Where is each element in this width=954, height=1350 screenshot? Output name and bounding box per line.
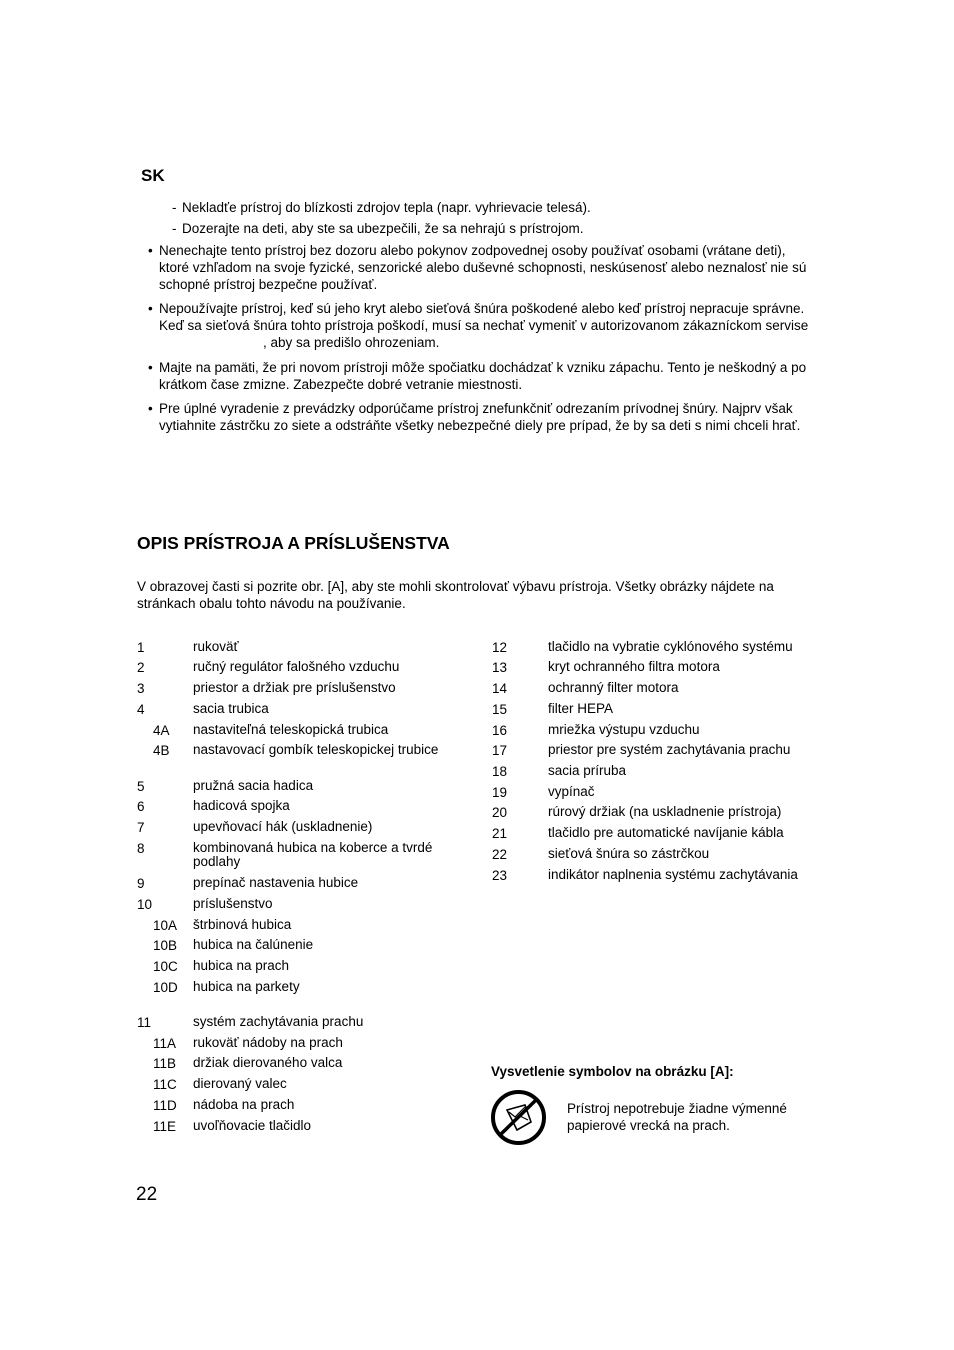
- part-number: 7: [137, 820, 145, 835]
- bullet-item: • Pre úplné vyradenie z prevádzky odporúčame prístroj znefunkčniť odrezaním prívodnej šnúry. Najprv však vytiahnite zástrčku zo siete a odstráňte všetky nebezpečné diely pre prípad, že by sa deti s nimi chceli hrať.: [148, 401, 818, 435]
- part-label: mriežka výstupu vzduchu: [548, 722, 700, 737]
- part-label: sacia príruba: [548, 763, 627, 778]
- dash-item: - Dozerajte na deti, aby ste sa ubezpečili, že sa nehrajú s prístrojom.: [172, 218, 812, 239]
- part-number: 22: [492, 847, 508, 862]
- part-label: kombinovaná hubica na koberce a tvrdé podlahy: [193, 840, 433, 869]
- part-number: 14: [492, 681, 508, 696]
- no-paper-bag-icon: [490, 1089, 547, 1146]
- part-label: štrbinová hubica: [193, 917, 292, 932]
- part-label: uvoľňovacie tlačidlo: [193, 1118, 312, 1133]
- part-label: hadicová spojka: [193, 798, 290, 813]
- part-number: 16: [492, 723, 508, 738]
- part-number: 8: [137, 841, 145, 856]
- part-number: 9: [137, 876, 145, 891]
- part-label: priestor pre systém zachytávania prachu: [548, 742, 791, 757]
- part-label: indikátor naplnenia systému zachytávania: [548, 867, 798, 882]
- part-number: 11: [137, 1015, 152, 1030]
- part-label: príslušenstvo: [193, 896, 273, 911]
- intro-paragraph: V obrazovej časti si pozrite obr. [A], aby ste mohli skontrolovať výbavu prístroja. Všetky obrázky nájdete na stránkach obalu tohto návodu na používanie.: [137, 579, 774, 611]
- part-label: držiak dierovaného valca: [193, 1055, 343, 1070]
- part-label: priestor a držiak pre príslušenstvo: [193, 680, 396, 695]
- part-label: rúrový držiak (na uskladnenie prístroja): [548, 804, 782, 819]
- part-label: hubica na čalúnenie: [193, 937, 314, 952]
- part-number: 20: [492, 805, 508, 820]
- part-label: rukoväť: [193, 639, 239, 654]
- part-number: 10: [137, 897, 153, 912]
- bullet-item: • Majte na pamäti, že pri novom prístroji môže spočiatku dochádzať k vzniku zápachu. Tento je neškodný a po krátkom čase zmizne. Zabezpečte dobré vetranie miestnosti.: [148, 360, 818, 394]
- page-number: 22: [136, 1184, 158, 1205]
- part-label: kryt ochranného filtra motora: [548, 659, 720, 674]
- bullet-item: • Nenechajte tento prístroj bez dozoru alebo pokynov zodpovednej osoby používať osobami (vrátane deti), ktoré vzhľadom na svoje fyzické, senzorické alebo duševné schopnosti, neskúsenosť alebo neznalosť nie sú schopné prístroj bezpečne používať.: [148, 243, 818, 293]
- part-label: tlačidlo pre automatické navíjanie kábla: [548, 825, 784, 840]
- dash-list: [172, 197, 812, 239]
- part-label: nastavovací gombík teleskopickej trubice: [193, 742, 439, 757]
- bullet-text: Nepoužívajte prístroj, keď sú jeho kryt alebo sieťová šnúra poškodené alebo keď prístroj nepracuje správne. Keď sa sieťová šnúra tohto prístroja poškodí, musí sa nechať vymeniť v autorizovanom zákazníckom servise: [159, 301, 809, 334]
- part-label: ochranný filter motora: [548, 680, 679, 695]
- dash-item: - Nekladťe prístroj do blízkosti zdrojov tepla (napr. vyhrievacie telesá).: [172, 197, 812, 218]
- legend-text: Prístroj nepotrebuje žiadne výmenné papierové vrecká na prach.: [567, 1101, 787, 1133]
- part-number: 4: [137, 702, 145, 717]
- part-label: ručný regulátor falošného vzduchu: [193, 659, 400, 674]
- part-label: pružná sacia hadica: [193, 778, 314, 793]
- part-number: 11B: [153, 1056, 177, 1071]
- part-number: 12: [492, 640, 508, 655]
- part-label: hubica na prach: [193, 958, 290, 973]
- part-label: sieťová šnúra so zástrčkou: [548, 846, 710, 861]
- safety-bullets: [148, 243, 818, 443]
- part-label: nádoba na prach: [193, 1097, 295, 1112]
- part-label: vypínač: [548, 784, 595, 799]
- part-number: 23: [492, 868, 508, 883]
- part-number: 4A: [153, 723, 170, 738]
- part-number: 2: [137, 660, 145, 675]
- part-number: 21: [492, 826, 508, 841]
- part-number: 4B: [153, 743, 170, 758]
- part-label: rukoväť nádoby na prach: [193, 1035, 343, 1050]
- part-number: 11A: [153, 1036, 177, 1051]
- legend-title: Vysvetlenie symbolov na obrázku [A]:: [491, 1064, 734, 1079]
- part-label: prepínač nastavenia hubice: [193, 875, 359, 890]
- no-paper-bag-svg: [490, 1089, 547, 1146]
- section-title: OPIS PRÍSTROJA A PRÍSLUŠENSTVA: [137, 533, 450, 553]
- part-label: dierovaný valec: [193, 1076, 287, 1091]
- part-label: sacia trubica: [193, 701, 269, 716]
- part-number: 10A: [153, 918, 178, 933]
- part-number: 1: [137, 640, 145, 655]
- language-code: SK: [141, 166, 165, 185]
- part-number: 18: [492, 764, 508, 779]
- part-number: 11D: [153, 1098, 177, 1113]
- part-number: 19: [492, 785, 508, 800]
- part-label: upevňovací hák (uskladnenie): [193, 819, 373, 834]
- part-number: 5: [137, 779, 145, 794]
- part-number: 3: [137, 681, 145, 696]
- part-label: systém zachytávania prachu: [193, 1014, 364, 1029]
- part-number: 10D: [153, 980, 178, 995]
- part-number: 10C: [153, 959, 178, 974]
- part-number: 6: [137, 799, 145, 814]
- part-label: hubica na parkety: [193, 979, 300, 994]
- part-label: tlačidlo na vybratie cyklónového systému: [548, 639, 793, 654]
- part-number: 10B: [153, 938, 178, 953]
- part-number: 15: [492, 702, 508, 717]
- part-label: nastaviteľná teleskopická trubica: [193, 722, 389, 737]
- bullet-text: , aby sa predišlo ohrozeniam.: [263, 334, 440, 350]
- part-number: 11E: [153, 1119, 177, 1134]
- part-number: 17: [492, 743, 508, 758]
- part-number: 13: [492, 660, 508, 675]
- bullet-item: [148, 301, 818, 351]
- part-label: filter HEPA: [548, 701, 614, 716]
- part-number: 11C: [153, 1077, 177, 1092]
